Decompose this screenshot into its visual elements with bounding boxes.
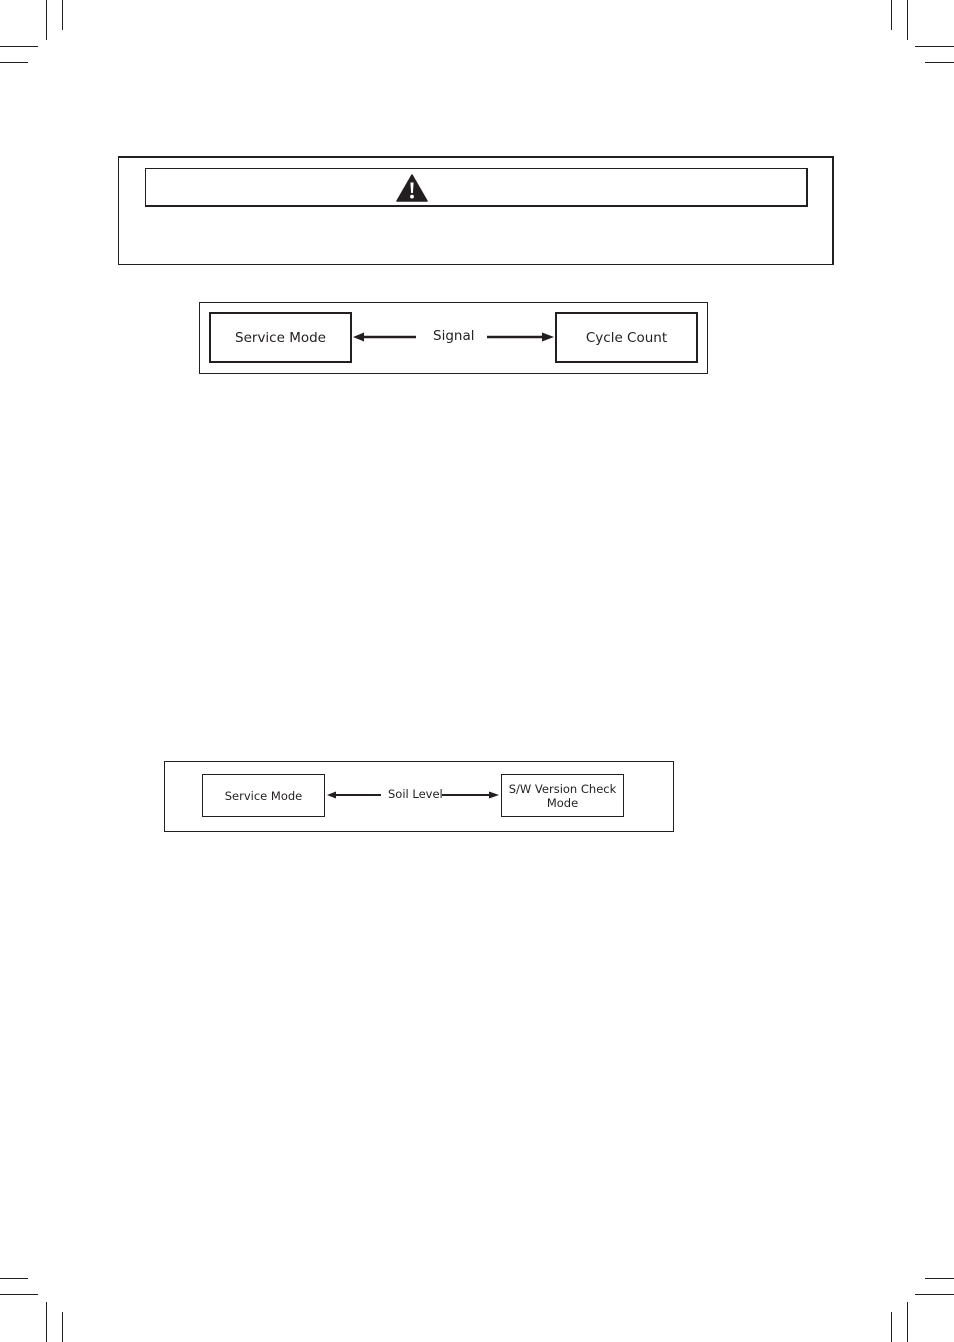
crop-mark — [46, 0, 47, 40]
crop-mark — [46, 1302, 47, 1342]
crop-mark — [925, 1278, 954, 1279]
crop-mark — [62, 0, 63, 30]
sw-version-check-label-line1: S/W Version Check — [508, 781, 617, 796]
crop-mark — [0, 1294, 38, 1295]
left-arrow-icon — [352, 331, 418, 343]
service-mode-box — [202, 774, 325, 817]
sw-version-check-mode-box — [501, 774, 624, 817]
crop-mark — [0, 46, 38, 47]
service-mode-label: Service Mode — [224, 788, 303, 803]
crop-mark — [0, 62, 28, 63]
sw-version-check-label-line2: Mode — [546, 795, 579, 810]
service-mode-box — [209, 312, 352, 363]
right-arrow-icon — [486, 331, 555, 343]
service-mode-label: Service Mode — [235, 329, 326, 346]
right-arrow-icon — [441, 790, 500, 800]
crop-mark — [0, 1278, 28, 1279]
crop-mark — [925, 62, 954, 63]
crop-mark — [907, 1302, 908, 1342]
signal-label: Signal — [433, 328, 475, 344]
soil-level-label: Soil Level — [388, 787, 443, 801]
crop-mark — [891, 0, 892, 30]
crop-mark — [915, 46, 954, 47]
crop-mark — [62, 1312, 63, 1342]
crop-mark — [915, 1294, 954, 1295]
cycle-count-label: Cycle Count — [585, 329, 668, 346]
crop-mark — [907, 0, 908, 40]
warning-triangle-icon — [396, 174, 428, 202]
crop-mark — [891, 1312, 892, 1342]
caution-header — [145, 168, 808, 207]
cycle-count-box — [555, 312, 698, 363]
left-arrow-icon — [326, 790, 382, 800]
